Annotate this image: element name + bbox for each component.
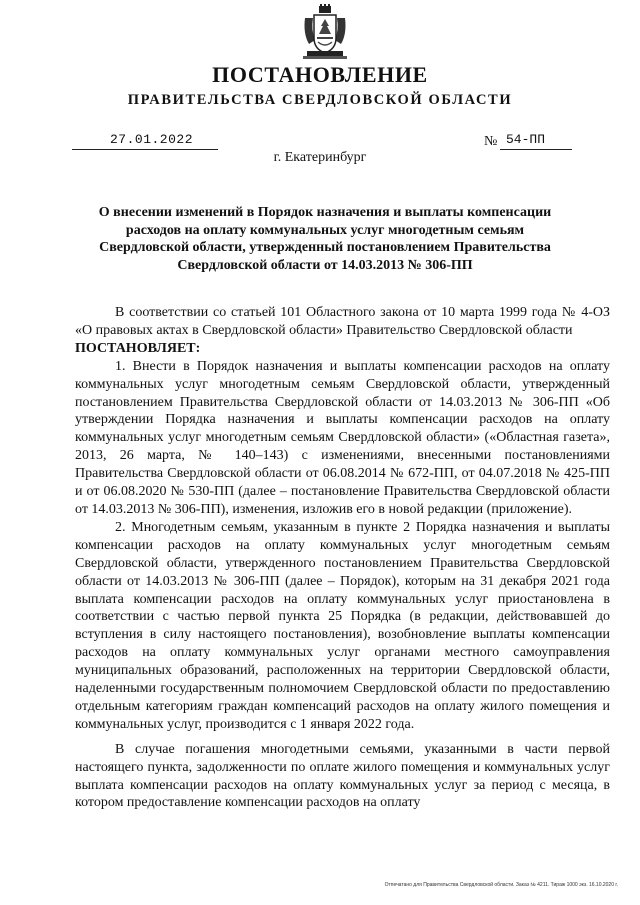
document-title: О внесении изменений в Порядок назначения и выплаты компенсации расходов на оплату коммунальных услуг многодетным семьям Свердловской области, утвержденный постановлением Правительства Свердловской области от 14.03.2013 № 306-ПП <box>98 205 552 273</box>
print-footer: Отпечатано для Правительства Свердловской области. Заказ № 4211. Тираж 1000 экз. 16.10.2020 г. <box>384 882 618 888</box>
document-date: 27.01.2022 <box>110 132 194 147</box>
paragraph-3: В случае погашения многодетными семьями, указанными в части первой настоящего пункта, задолженности по оплате жилого помещения и коммунальных услуг выплата компенсации расходов на оплату коммунальных услуг за период с месяца, в котором предоставление компенсации расходов на оплату <box>75 741 610 811</box>
paragraph-1: 1. Внести в Порядок назначения и выплаты компенсации расходов на оплату коммунальных услуг многодетным семьям Свердловской области, утвержденный постановлением Правительства Свердловской области от 14.03.2013 № 306-ПП «Об утверждении Порядка назначения и выплаты компенсации расходов на оплату коммунальных услуг многодетным семьям Свердловской области» («Областная газета», 2013, 26 марта, № 140–143) с изменениями, внесенными постановлениями Правительства Свердловской области от 06.08.2014 № 672-ПП, от 04.07.2018 № 425-ПП и от 06.08.2020 № 530-ПП (далее – постановление Правительства Свердловской области от 14.03.2013 № 306-ПП), изменения, изложив его в новой редакции (приложение). <box>75 358 610 517</box>
document-subheading: ПРАВИТЕЛЬСТВА СВЕРДЛОВСКОЙ ОБЛАСТИ <box>127 92 513 108</box>
document-city: г. Екатеринбург <box>273 150 367 165</box>
decree-word: ПОСТАНОВЛЯЕТ: <box>75 340 201 356</box>
coat-of-arms-emblem <box>301 4 349 60</box>
paragraph-2: 2. Многодетным семьям, указанным в пункте 2 Порядка назначения и выплаты компенсации расходов на оплату коммунальных услуг многодетным семьям Свердловской области, утвержденного постановлением Правительства Свердловской области от 14.03.2013 № 306-ПП (далее – Порядок), которым на 31 декабря 2021 года выплата компенсации расходов на оплату коммунальных услуг приостановлена в соответствии с частью первой пункта 25 Порядка (в редакции, действовавшей до вступления в силу настоящего постановления), возобновление выплаты компенсации расходов на оплату коммунальных услуг органами местного самоуправления муниципальных образований, расположенных на территории Свердловской области, наделенными государственным полномочием Свердловской области по предоставлению отдельным категориям граждан компенсаций расходов на оплату жилого помещения и коммунальных услуг, производится с 1 января 2022 года. <box>75 519 610 732</box>
document-heading: ПОСТАНОВЛЕНИЕ <box>212 62 428 87</box>
number-sign: № <box>484 134 498 149</box>
intro-paragraph: В соответствии со статьей 101 Областного закона от 10 марта 1999 года № 4-ОЗ «О правовых актах в Свердловской области» Правительство Свердловской области <box>75 305 610 338</box>
document-body <box>75 304 610 812</box>
document-number: 54-ПП <box>506 132 546 147</box>
